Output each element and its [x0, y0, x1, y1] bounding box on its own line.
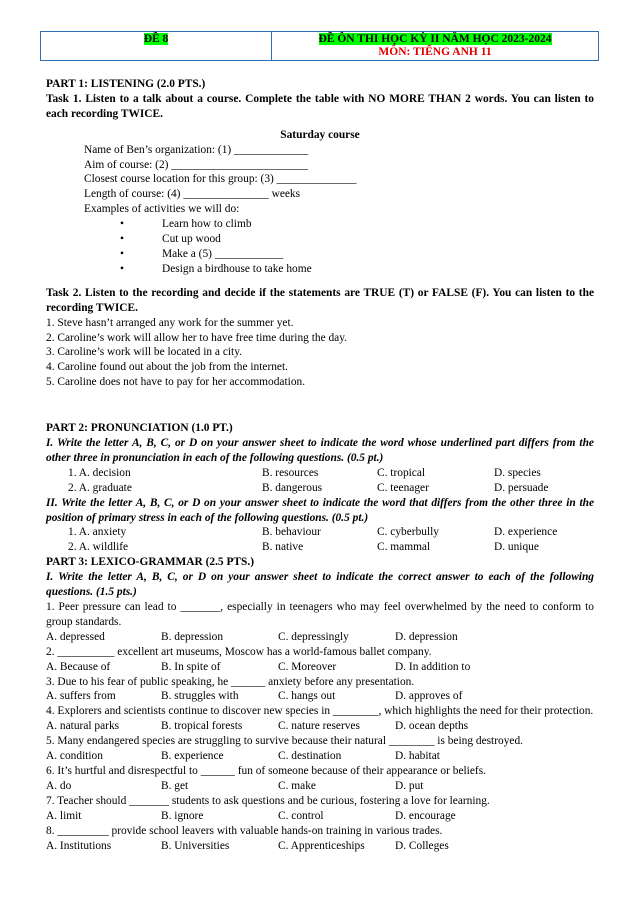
answer-option: D. ocean depths [395, 720, 469, 733]
question-text: 7. Teacher should _______ students to ask questions and be curious, fostering a love for learning. [46, 794, 490, 807]
question-text: 8. _________ provide school leavers with valuable hands-on training in various trades. [46, 824, 443, 837]
answer-option: C. control [278, 809, 324, 822]
course-line: Aim of course: (2) ________________________ [84, 158, 308, 171]
pron-row: 1. A. decision B. resources C. tropical D. species [68, 466, 541, 479]
answer-option: A. Because of [46, 660, 111, 673]
stress-row: 1. A. anxiety B. behaviour C. cyberbully D. experience [68, 526, 558, 539]
answer-options [46, 660, 594, 675]
exam-content [46, 77, 594, 853]
course-line: Length of course: (4) _______________ weeks [84, 188, 301, 201]
answer-options [46, 779, 594, 794]
question-list [46, 600, 594, 853]
statement: 5. Caroline does not have to pay for her accommodation. [46, 376, 306, 389]
answer-options [46, 839, 594, 854]
question-text: 3. Due to his fear of public speaking, he ______ anxiety before any presentation. [46, 675, 415, 688]
answer-option: D. encourage [395, 809, 456, 822]
course-line: Closest course location for this group: (3) ______________ [84, 173, 357, 186]
answer-option: C. depressingly [278, 630, 349, 643]
answer-option: B. struggles with [161, 690, 239, 703]
course-line: Examples of activities we will do: [84, 203, 240, 216]
answer-option: B. In spite of [161, 660, 221, 673]
part2-title: PART 2: PRONUNCIATION (1.0 PT.) [46, 422, 233, 435]
statement: 2. Caroline’s work will allow her to have free time during the day. [46, 331, 348, 344]
answer-options [46, 749, 594, 764]
answer-option: D. habitat [395, 750, 440, 763]
answer-option: C. nature reserves [278, 720, 360, 733]
exam-subject: MÔN: TIẾNG ANH 11 [378, 46, 492, 58]
exam-title-cell [272, 32, 598, 60]
question-text: 2. __________ excellent art museums, Moscow has a world-famous ballet company. [46, 645, 432, 658]
answer-option: B. Universities [161, 839, 230, 852]
answer-option: A. condition [46, 750, 103, 763]
activity-item: • Learn how to climb [46, 217, 594, 232]
question-text: 6. It’s hurtful and disrespectful to ______ fun of someone because of their appearance or beliefs. [46, 764, 486, 777]
task2-heading: Task 2. Listen to the recording and decide if the statements are TRUE (T) or FALSE (F). You can listen to the recording TWICE. [46, 286, 594, 314]
answer-options [46, 689, 594, 704]
answer-option: C. make [278, 779, 316, 792]
answer-option: A. depressed [46, 630, 105, 643]
answer-option: D. approves of [395, 690, 463, 703]
course-title: Saturday course [280, 128, 360, 141]
statement: 3. Caroline’s work will be located in a city. [46, 346, 243, 359]
answer-option: A. Institutions [46, 839, 112, 852]
statement: 4. Caroline found out about the job from the internet. [46, 361, 288, 374]
stress-sec2-heading: II. Write the letter A, B, C, or D on your answer sheet to indicate the word that differs from the other three in the position of primary stress in each of the following questions. (0.5 pt.) [46, 496, 594, 524]
pron-sec1-heading: I. Write the letter A, B, C, or D on your answer sheet to indicate the word whose underlined part differs from the other three in pronunciation in each of the following questions. (0.5 pt.) [46, 437, 594, 464]
answer-option: B. ignore [161, 809, 204, 822]
exam-title: ĐỀ ÔN THI HỌC KỲ II NĂM HỌC 2023-2024 [318, 33, 552, 45]
answer-option: D. depression [395, 630, 458, 643]
question-text: 4. Explorers and scientists continue to discover new species in ________, which highlights the need for their protection. [46, 705, 594, 718]
answer-option: B. tropical forests [161, 720, 243, 733]
activity-item: • Design a birdhouse to take home [46, 262, 594, 277]
statement: 1. Steve hasn’t arranged any work for the summer yet. [46, 316, 294, 329]
question-text: 1. Peer pressure can lead to _______, especially in teenagers who may feel overwhelmed by the need to conform to group standards. [46, 601, 594, 628]
exam-code: ĐỀ 8 [143, 33, 169, 45]
pron-row: 2. A. graduate B. dangerous C. teenager D. persuade [68, 481, 549, 494]
answer-options [46, 809, 594, 824]
stress-row: 2. A. wildlife B. native C. mammal D. unique [68, 541, 539, 554]
answer-option: B. depression [161, 630, 224, 643]
activity-item: • Make a (5) ____________ [46, 247, 594, 262]
answer-option: B. experience [161, 750, 224, 763]
answer-option: A. limit [46, 809, 82, 822]
answer-option: A. do [46, 779, 72, 792]
part1-title: PART 1: LISTENING (2.0 PTS.) [46, 78, 206, 90]
answer-option: C. Moreover [278, 660, 337, 673]
answer-option: C. Apprenticeships [278, 839, 365, 852]
part3-title: PART 3: LEXICO-GRAMMAR (2.5 PTS.) [46, 556, 254, 569]
answer-option: D. Colleges [395, 839, 449, 852]
answer-options [46, 630, 594, 645]
course-line: Name of Ben’s organization: (1) _____________ [84, 143, 309, 156]
answer-option: C. destination [278, 750, 342, 763]
answer-option: A. natural parks [46, 720, 120, 733]
exam-code-cell [41, 32, 272, 60]
task1-heading: Task 1. Listen to a talk about a course. Complete the table with NO MORE THAN 2 words. You can listen to each recording TWICE. [46, 92, 594, 120]
answer-option: D. In addition to [395, 660, 471, 673]
answer-option: C. hangs out [278, 690, 336, 703]
answer-option: A. suffers from [46, 690, 116, 703]
grammar-sec1-heading: I. Write the letter A, B, C, or D on your answer sheet to indicate the correct answer to each of the following questions. (1.5 pts.) [46, 571, 594, 599]
answer-option: D. put [395, 779, 424, 792]
question-text: 5. Many endangered species are struggling to survive because their natural ________ is being destroyed. [46, 735, 524, 748]
answer-options [46, 719, 594, 734]
exam-header [40, 31, 599, 61]
activity-item: • Cut up wood [46, 232, 594, 247]
answer-option: B. get [161, 779, 189, 792]
